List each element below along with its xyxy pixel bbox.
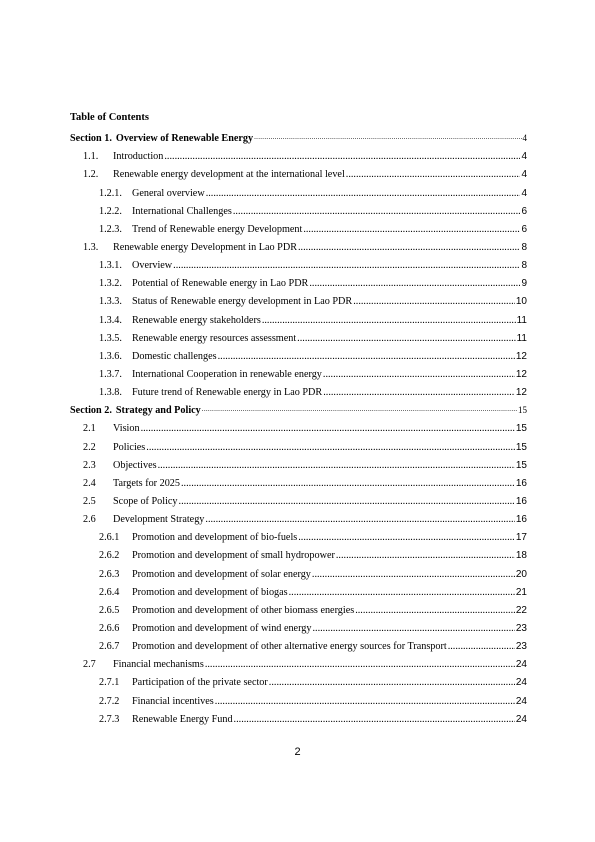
toc-entry-label: Financial mechanisms	[113, 659, 204, 671]
toc-dot-leader	[141, 422, 515, 435]
toc-entry[interactable]	[70, 218, 527, 236]
toc-entry[interactable]	[70, 236, 527, 254]
toc-dot-leader	[355, 604, 515, 617]
toc-entry-number: 1.3.1.	[99, 260, 122, 272]
toc-section-entry[interactable]	[70, 127, 527, 145]
toc-entry-label: Targets for 2025	[113, 477, 180, 489]
toc-entry[interactable]	[70, 653, 527, 671]
toc-entry[interactable]	[70, 635, 527, 653]
toc-entry-page: 4	[521, 169, 527, 181]
toc-entry-page: 15	[515, 459, 527, 471]
toc-entry-page: 24	[515, 695, 527, 707]
toc-entry[interactable]	[70, 671, 527, 689]
toc-dot-leader	[298, 531, 515, 544]
toc-entry-label: Overview	[132, 260, 173, 272]
toc-entry-page: 12	[515, 368, 527, 380]
toc-entry-page: 12	[515, 387, 527, 399]
toc-dot-leader	[312, 622, 514, 635]
toc-entry-number: 1.2.2.	[99, 205, 122, 217]
toc-entry-label: Potential of Renewable energy in Lao PDR	[132, 278, 309, 290]
toc-entry-number: 1.3.4.	[99, 314, 122, 326]
toc-dot-leader	[173, 259, 520, 272]
toc-entry-label: Status of Renewable energy development in Lao PDR	[132, 296, 353, 308]
toc-entry-page: 16	[515, 477, 527, 489]
toc-entry-number: 2.6.7	[99, 641, 120, 653]
toc-entry-number: 2.6	[83, 514, 96, 526]
toc-entry[interactable]	[70, 581, 527, 599]
toc-dot-leader	[205, 513, 514, 526]
toc-entry[interactable]	[70, 308, 527, 326]
toc-entry-number: 1.3.8.	[99, 387, 122, 399]
toc-entry-page: 11	[516, 332, 527, 344]
toc-dot-leader	[206, 187, 521, 200]
toc-entry-page: 16	[515, 495, 527, 507]
toc-entry-page: 8	[521, 260, 527, 272]
toc-entry-page: 20	[515, 568, 527, 580]
toc-entry[interactable]	[70, 617, 527, 635]
toc-entry-number: 2.6.3	[99, 568, 120, 580]
toc-entry-page: 16	[515, 514, 527, 526]
toc-entry-number: 2.6.1	[99, 532, 120, 544]
toc-dot-leader	[218, 350, 515, 363]
toc-dot-leader	[254, 132, 521, 145]
toc-entry-page: 12	[515, 350, 527, 362]
toc-dot-leader	[336, 549, 515, 562]
toc-entry[interactable]	[70, 290, 527, 308]
toc-dot-leader	[323, 368, 515, 381]
toc-entry-label: International Challenges	[132, 205, 232, 217]
toc-entry[interactable]	[70, 363, 527, 381]
toc-entry[interactable]	[70, 472, 527, 490]
toc-entry-number: 1.2.	[83, 169, 99, 181]
toc-dot-leader	[297, 332, 515, 345]
toc-entry-page: 4	[521, 187, 527, 199]
toc-entry[interactable]	[70, 327, 527, 345]
toc-entry-label: Future trend of Renewable energy in Lao PDR	[132, 387, 323, 399]
toc-entry-label: Renewable energy Development in Lao PDR	[113, 241, 297, 253]
toc-entry-number: 1.3.3.	[99, 296, 122, 308]
toc-entry-number: Section 1.	[70, 133, 112, 145]
toc-dot-leader	[346, 168, 521, 181]
toc-entry-label: International Cooperation in renewable energy	[132, 368, 322, 380]
toc-entry-label: Vision	[113, 423, 140, 435]
toc-entry[interactable]	[70, 526, 527, 544]
toc-dot-leader	[312, 568, 515, 581]
toc-entry-label: Promotion and development of small hydropower	[132, 550, 335, 562]
toc-entry-number: 2.3	[83, 459, 96, 471]
toc-entry[interactable]	[70, 417, 527, 435]
toc-entry[interactable]	[70, 689, 527, 707]
toc-entry-label: Renewable Energy Fund	[132, 713, 233, 725]
toc-dot-leader	[303, 223, 520, 236]
toc-dot-leader	[202, 404, 517, 417]
toc-entry-page: 6	[521, 205, 527, 217]
toc-entry-number: 2.7.2	[99, 695, 120, 707]
toc-entry-page: 24	[515, 659, 527, 671]
toc-entry-page: 4	[521, 151, 527, 163]
toc-entry-page: 15	[515, 441, 527, 453]
toc-entry-label: Renewable energy resources assessment	[132, 332, 297, 344]
toc-entry-label: Scope of Policy	[113, 495, 178, 507]
toc-dot-leader	[289, 586, 515, 599]
toc-entry[interactable]	[70, 272, 527, 290]
page-number: 2	[294, 746, 301, 758]
toc-entry-page: 4	[522, 133, 527, 144]
toc-dot-leader	[158, 459, 515, 472]
toc-entry[interactable]	[70, 490, 527, 508]
toc-entry-label: Financial incentives	[132, 695, 214, 707]
toc-dot-leader	[234, 713, 515, 726]
toc-entry-page: 22	[515, 604, 527, 616]
toc-dot-leader	[353, 295, 515, 308]
toc-entry-page: 21	[515, 586, 527, 598]
toc-dot-leader	[298, 241, 520, 254]
toc-entry-number: 2.2	[83, 441, 96, 453]
toc-entry-label: Promotion and development of solar energy	[132, 568, 311, 580]
toc-entry[interactable]	[70, 435, 527, 453]
toc-entry-page: 15	[518, 405, 527, 416]
toc-entry-page: 18	[515, 550, 527, 562]
toc-entry-label: Overview of Renewable Energy	[115, 133, 254, 145]
toc-entry-page: 24	[515, 713, 527, 725]
toc-dot-leader	[262, 314, 516, 327]
toc-entry-number: 1.2.1.	[99, 187, 122, 199]
toc-entry-number: 2.7.1	[99, 677, 120, 689]
toc-entry-label: Renewable energy stakeholders	[132, 314, 261, 326]
toc-entry-label: Promotion and development of wind energy	[132, 622, 312, 634]
toc-entry-number: 1.2.3.	[99, 223, 122, 235]
toc-dot-leader	[146, 441, 515, 454]
toc-entry[interactable]	[70, 599, 527, 617]
toc-entry-number: 2.4	[83, 477, 96, 489]
toc-dot-leader	[181, 477, 515, 490]
toc-dot-leader	[448, 640, 515, 653]
toc-entry-number: 2.7	[83, 659, 96, 671]
toc-entry-page: 11	[516, 314, 527, 326]
toc-title: Table of Contents	[70, 112, 149, 123]
toc-dot-leader	[215, 695, 515, 708]
toc-entry-page: 23	[515, 622, 527, 634]
toc-entry-number: 1.3.6.	[99, 350, 122, 362]
toc-dot-leader	[323, 386, 515, 399]
toc-entry[interactable]	[70, 345, 527, 363]
toc-entry-label: Introduction	[113, 151, 164, 163]
toc-entry[interactable]	[70, 163, 527, 181]
toc-dot-leader	[205, 658, 515, 671]
toc-entry-label: Participation of the private sector	[132, 677, 268, 689]
toc-entry[interactable]	[70, 181, 527, 199]
toc-entry-label: Promotion and development of other biomass energies	[132, 604, 355, 616]
toc-entry[interactable]	[70, 708, 527, 726]
toc-entry-number: 1.1.	[83, 151, 99, 163]
toc-entry-label: Promotion and development of biogas	[132, 586, 288, 598]
toc-dot-leader	[269, 676, 515, 689]
toc-entry-number: 2.6.4	[99, 586, 120, 598]
toc-entry-number: 1.3.2.	[99, 278, 122, 290]
toc-entry-label: Renewable energy development at the international level	[113, 169, 345, 181]
toc-entry-label: Domestic challenges	[132, 350, 217, 362]
toc-entry-label: General overview	[132, 187, 205, 199]
toc-entry-page: 10	[515, 296, 527, 308]
toc-entry-number: 2.6.5	[99, 604, 120, 616]
toc-entry-label: Promotion and development of other alternative energy sources for Transport	[132, 641, 447, 653]
toc-entry-number: 2.7.3	[99, 713, 120, 725]
toc-entry[interactable]	[70, 544, 527, 562]
toc-entry-label: Objectives	[113, 459, 157, 471]
toc-entry-page: 23	[515, 641, 527, 653]
toc-entry[interactable]	[70, 200, 527, 218]
toc-entry-page: 9	[521, 278, 527, 290]
toc-entry-page: 8	[521, 241, 527, 253]
toc-entry[interactable]	[70, 508, 527, 526]
toc-entry-number: 2.5	[83, 495, 96, 507]
toc-entry-label: Policies	[113, 441, 146, 453]
toc-entry-page: 15	[515, 423, 527, 435]
toc-entry-number: 1.3.7.	[99, 368, 122, 380]
table-of-contents	[70, 127, 527, 726]
toc-dot-leader	[164, 150, 520, 163]
toc-entry-number: 1.3.5.	[99, 332, 122, 344]
toc-entry-label: Strategy and Policy	[115, 405, 201, 417]
toc-entry-number: 1.3.	[83, 241, 99, 253]
toc-entry[interactable]	[70, 454, 527, 472]
toc-dot-leader	[309, 277, 520, 290]
toc-entry-page: 6	[521, 223, 527, 235]
toc-entry-label: Development Strategy	[113, 514, 205, 526]
toc-entry-number: 2.6.6	[99, 622, 120, 634]
toc-dot-leader	[179, 495, 515, 508]
toc-entry-number: 2.6.2	[99, 550, 120, 562]
toc-entry-label: Trend of Renewable energy Development	[132, 223, 303, 235]
toc-entry-label: Promotion and development of bio-fuels	[132, 532, 298, 544]
toc-entry[interactable]	[70, 145, 527, 163]
toc-entry[interactable]	[70, 254, 527, 272]
toc-entry-page: 24	[515, 677, 527, 689]
toc-section-entry[interactable]	[70, 399, 527, 417]
toc-dot-leader	[233, 205, 521, 218]
toc-entry-number: 2.1	[83, 423, 96, 435]
toc-entry-page: 17	[515, 532, 527, 544]
toc-entry[interactable]	[70, 562, 527, 580]
toc-entry-number: Section 2.	[70, 405, 112, 417]
toc-entry[interactable]	[70, 381, 527, 399]
